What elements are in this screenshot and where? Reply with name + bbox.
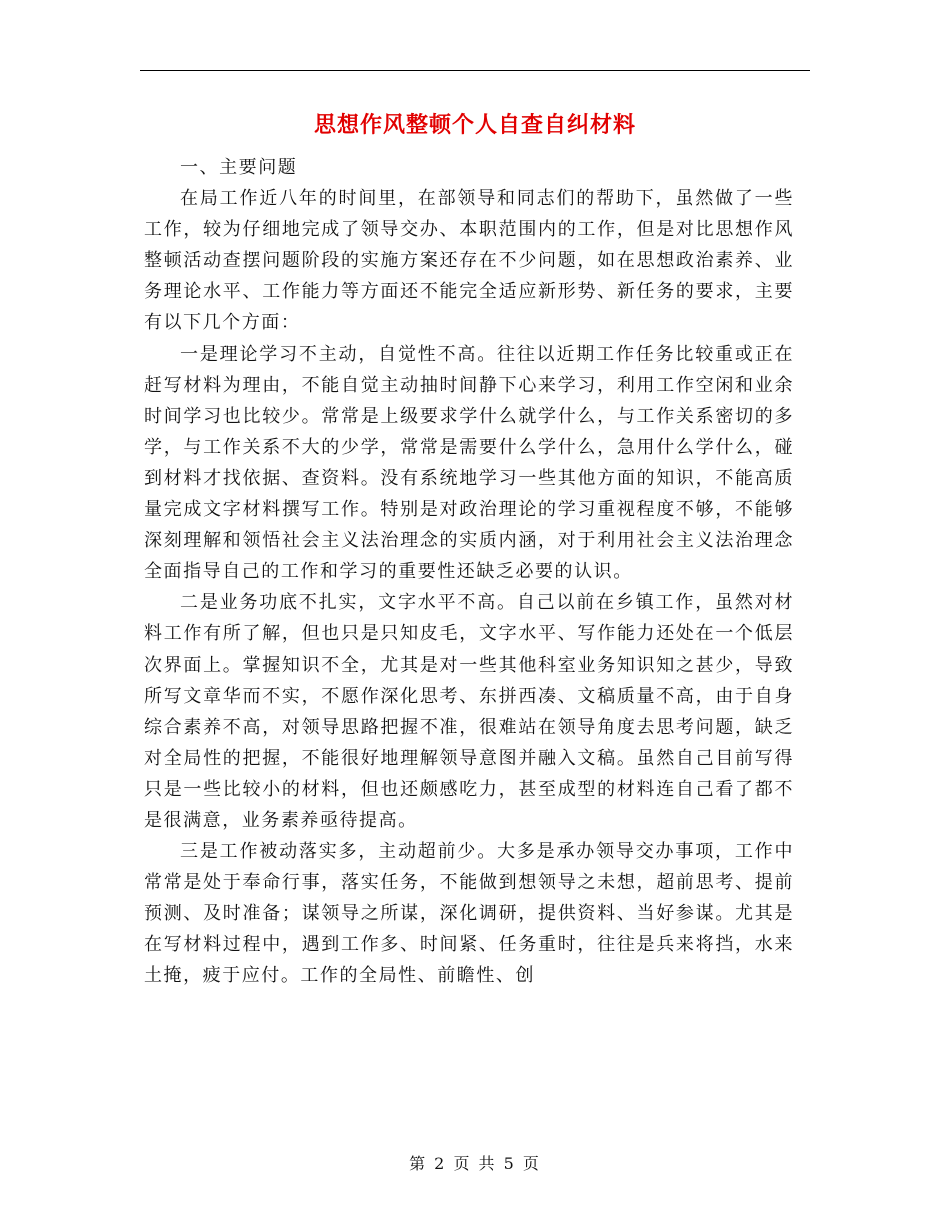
paragraph: 在局工作近八年的时间里，在部领导和同志们的帮助下，虽然做了一些工作，较为仔细地完成了领导交办、本职范围内的工作，但是对比思想作风整顿活动查摆问题阶段的实施方案还存在不少问题，如在思想政治素养、业务理论水平、工作能力等方面还不能完全适应新形势、新任务的要求，主要有以下几个方面： [144, 188, 794, 334]
header-rule [140, 70, 810, 71]
document-body [144, 152, 794, 992]
paragraph: 一是理论学习不主动，自觉性不高。往往以近期工作任务比较重或正在赶写材料为理由，不能自觉主动抽时间静下心来学习，利用工作空闲和业余时间学习也比较少。常常是上级要求学什么就学什么，与工作关系密切的多学，与工作关系不大的少学，常常是需要什么学什么，急用什么学什么，碰到材料才找依据、查资料。没有系统地学习一些其他方面的知识，不能高质量完成文字材料撰写工作。特别是对政治理论的学习重视程度不够，不能够深刻理解和领悟社会主义法治理念的实质内涵，对于利用社会主义法治理念全面指导自己的工作和学习的重要性还缺乏必要的认识。 [144, 343, 794, 583]
page-number: 第 2 页 共 5 页 [409, 1154, 541, 1173]
paragraph: 二是业务功底不扎实，文字水平不高。自己以前在乡镇工作，虽然对材料工作有所了解，但也只是只知皮毛，文字水平、写作能力还处在一个低层次界面上。掌握知识不全，尤其是对一些其他科室业务知识知之甚少，导致所写文章华而不实，不愿作深化思考、东拼西凑、文稿质量不高，由于自身综合素养不高，对领导思路把握不准，很难站在领导角度去思考问题，缺乏对全局性的把握，不能很好地理解领导意图并融入文稿。虽然自己目前写得只是一些比较小的材料，但也还颇感吃力，甚至成型的材料连自己看了都不是很满意，业务素养亟待提高。 [144, 592, 794, 831]
section-heading: 一、主要问题 [180, 157, 298, 178]
document-title: 思想作风整顿个人自查自纠材料 [313, 112, 636, 138]
paragraph: 三是工作被动落实多，主动超前少。大多是承办领导交办事项，工作中常常是处于奉命行事，落实任务，不能做到想领导之未想，超前思考、提前预测、及时准备；谋领导之所谋，深化调研，提供资料、当好参谋。尤其是在写材料过程中，遇到工作多、时间紧、任务重时，往往是兵来将挡，水来土掩，疲于应付。工作的全局性、前瞻性、创 [144, 841, 794, 987]
